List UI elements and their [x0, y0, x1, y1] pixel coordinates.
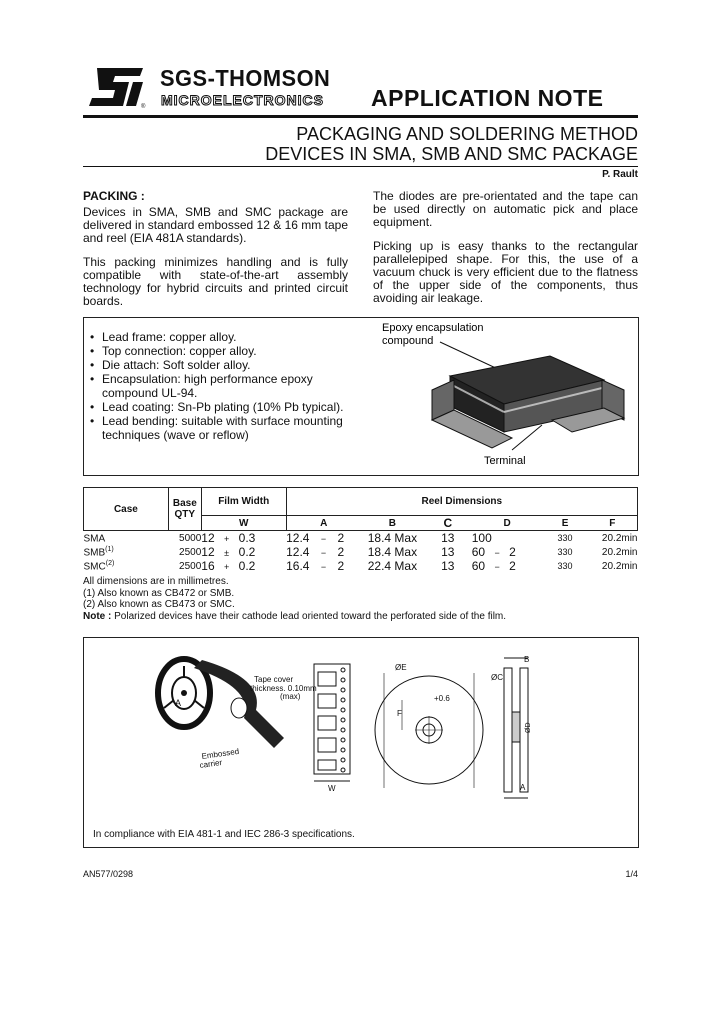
doc-type: APPLICATION NOTE — [371, 85, 604, 111]
sub-c: C — [424, 516, 472, 531]
d-value: 60 — [471, 545, 486, 559]
col-case: Case — [84, 488, 169, 531]
case-footnote: (1) — [105, 545, 114, 553]
row-film-width — [201, 559, 286, 573]
title-rule — [83, 166, 638, 167]
table-cell: 22.4 Max — [367, 559, 418, 573]
author: P. Rault — [602, 169, 638, 180]
w-tol: 0.2 — [238, 559, 256, 573]
row-d — [472, 545, 543, 559]
note-label: Note : — [83, 610, 112, 622]
dia-e-label: ØE — [395, 663, 407, 672]
row-film-width — [201, 531, 286, 546]
title-line-2: DEVICES IN SMA, SMB AND SMC PACKAGE — [265, 144, 638, 164]
feature-item: • Lead coating: Sn-Pb plating (10% Pb typical). — [90, 400, 352, 414]
note-2: (2) Also known as CB473 or SMC. — [83, 599, 235, 610]
label-terminal: Terminal — [484, 455, 526, 467]
table-cell: 2500 — [179, 546, 202, 558]
company-name: SGS-THOMSON — [160, 65, 331, 91]
col-base-1: Base — [172, 498, 197, 509]
note-1: (1) Also known as CB472 or SMB. — [83, 587, 235, 599]
w-pm: + — [224, 534, 230, 544]
w-value: 12 — [201, 545, 215, 559]
right-column — [373, 190, 638, 316]
title-line-1: PACKAGING AND SOLDERING METHOD — [296, 124, 638, 144]
feature-item: • Encapsulation: high performance epoxy compound UL-94. — [90, 372, 352, 400]
d-tol: 2 — [509, 545, 516, 559]
tol-06-label: +0.6 — [434, 694, 450, 703]
table-cell: 13 — [441, 559, 455, 573]
w-value: 16 — [201, 559, 215, 573]
dimension-table — [83, 487, 638, 573]
w-label: W — [328, 784, 336, 793]
packing-para-3: The diodes are pre-orientated and the tape can be used directly on automatic pick and place equipment. — [373, 189, 638, 229]
header-rule — [83, 115, 638, 118]
col-base — [168, 488, 201, 531]
table-cell: 18.4 Max — [367, 531, 418, 545]
d-value: 100 — [471, 531, 492, 545]
case-name: SMC — [83, 561, 106, 573]
compliance-text: In compliance with EIA 481-1 and IEC 286-3 specifications. — [93, 829, 355, 840]
b-label: B — [524, 655, 530, 664]
dia-d-label: ØD — [525, 722, 532, 733]
table-cell: 5000 — [179, 532, 202, 544]
table-cell: 20.2min — [601, 546, 638, 558]
row-case — [84, 559, 169, 573]
a-value: 12.4 — [286, 545, 310, 559]
division-name: MICROELECTRONICS — [161, 92, 324, 108]
packing-heading: PACKING : — [83, 189, 145, 203]
embossed-2: carrier — [199, 757, 223, 770]
a-pm: − — [320, 548, 327, 558]
table-cell: 330 — [557, 561, 573, 571]
note-text: Polarized devices have their cathode lead oriented toward the perforated side of the film. — [114, 610, 507, 622]
d-pm: − — [494, 562, 500, 572]
col-base-2: QTY — [174, 509, 196, 520]
table-row — [84, 559, 638, 573]
table-cell: 330 — [557, 547, 573, 557]
col-film-width: Film Width — [201, 488, 286, 516]
feature-item: • Die attach: Soft solder alloy. — [90, 358, 352, 372]
dia-c-label: ØC — [491, 673, 503, 682]
a-label: A — [520, 783, 526, 792]
row-film-width — [201, 545, 286, 559]
table-cell: 2500 — [179, 560, 202, 572]
col-reel-dimensions: Reel Dimensions — [286, 488, 637, 516]
sub-f: F — [587, 516, 637, 531]
table-cell: 20.2min — [601, 532, 638, 544]
row-case — [84, 545, 169, 559]
table-row — [84, 545, 638, 559]
packing-para-4: Picking up is easy thanks to the rectangular parallelepiped shape. For this, the use of a vacuum chuck is very efficient due to the flatness of the upper side of the components, thus avoiding air leakage. — [373, 239, 638, 305]
left-column — [83, 190, 348, 319]
w-tol: 0.3 — [238, 531, 256, 545]
w-pm: ± — [224, 548, 230, 558]
reel-illustration — [84, 638, 636, 828]
row-a — [286, 545, 361, 559]
embossed-1: Embossed — [201, 746, 240, 761]
sub-a: A — [286, 516, 361, 531]
sub-e: E — [543, 516, 588, 531]
row-case — [84, 531, 169, 546]
table-cell: 13 — [441, 531, 455, 545]
a-value: 16.4 — [286, 559, 310, 573]
label-epoxy-2: compound — [382, 335, 434, 347]
case-name: SMB — [83, 547, 106, 559]
table-row — [84, 531, 638, 546]
table-cell: 20.2min — [601, 560, 638, 572]
note-polarity — [83, 611, 506, 623]
table-cell: 18.4 Max — [367, 545, 418, 559]
a-tol: 2 — [337, 531, 345, 545]
feature-item: • Lead bending: suitable with surface mounting techniques (wave or reflow) — [90, 414, 352, 442]
tape-cover-3: (max) — [280, 692, 301, 701]
case-name: SMA — [83, 533, 106, 545]
packing-para-1: Devices in SMA, SMB and SMC package are delivered in standard embossed 12 & 16 mm tape and reel (EIA 481A standards). — [83, 205, 348, 245]
feature-item: • Lead frame: copper alloy. — [90, 330, 352, 344]
tape-cover-2: thickness. 0.10mm — [250, 684, 317, 693]
package-illustration — [372, 320, 634, 470]
case-footnote: (2) — [105, 559, 115, 567]
table-cell: 330 — [557, 533, 573, 543]
sub-w: W — [201, 516, 286, 531]
svg-text:®: ® — [141, 104, 146, 110]
d-tol: 2 — [509, 559, 516, 573]
reel-a-label: A — [175, 698, 182, 708]
table-cell: 13 — [441, 545, 455, 559]
st-logo-icon — [83, 66, 149, 112]
sub-d: D — [472, 516, 543, 531]
w-pm: + — [224, 562, 230, 572]
tape-cover-1: Tape cover — [254, 675, 294, 684]
d-value: 60 — [471, 559, 486, 573]
row-a — [286, 531, 361, 546]
sub-b: B — [361, 516, 424, 531]
row-d — [472, 559, 543, 573]
a-pm: − — [320, 534, 327, 544]
row-a — [286, 559, 361, 573]
table-notes — [83, 576, 506, 622]
doc-code: AN577/0298 — [83, 869, 134, 879]
w-tol: 0.2 — [238, 545, 256, 559]
a-tol: 2 — [337, 559, 345, 573]
f-label: F — [397, 709, 402, 718]
label-epoxy-1: Epoxy encapsulation — [382, 322, 484, 334]
page-number: 1/4 — [625, 869, 638, 879]
a-pm: − — [320, 562, 327, 572]
w-value: 12 — [201, 531, 215, 545]
d-pm: − — [494, 548, 500, 558]
packing-para-2: This packing minimizes handling and is fully compatible with state-of-the-art assembly technology for hybrid circuits and printed circuit boards. — [83, 255, 348, 308]
a-value: 12.4 — [286, 531, 310, 545]
row-d — [472, 531, 543, 546]
a-tol: 2 — [337, 545, 345, 559]
note-units: All dimensions are in millimetres. — [83, 576, 229, 587]
features-list — [90, 330, 352, 442]
feature-item: • Top connection: copper alloy. — [90, 344, 352, 358]
